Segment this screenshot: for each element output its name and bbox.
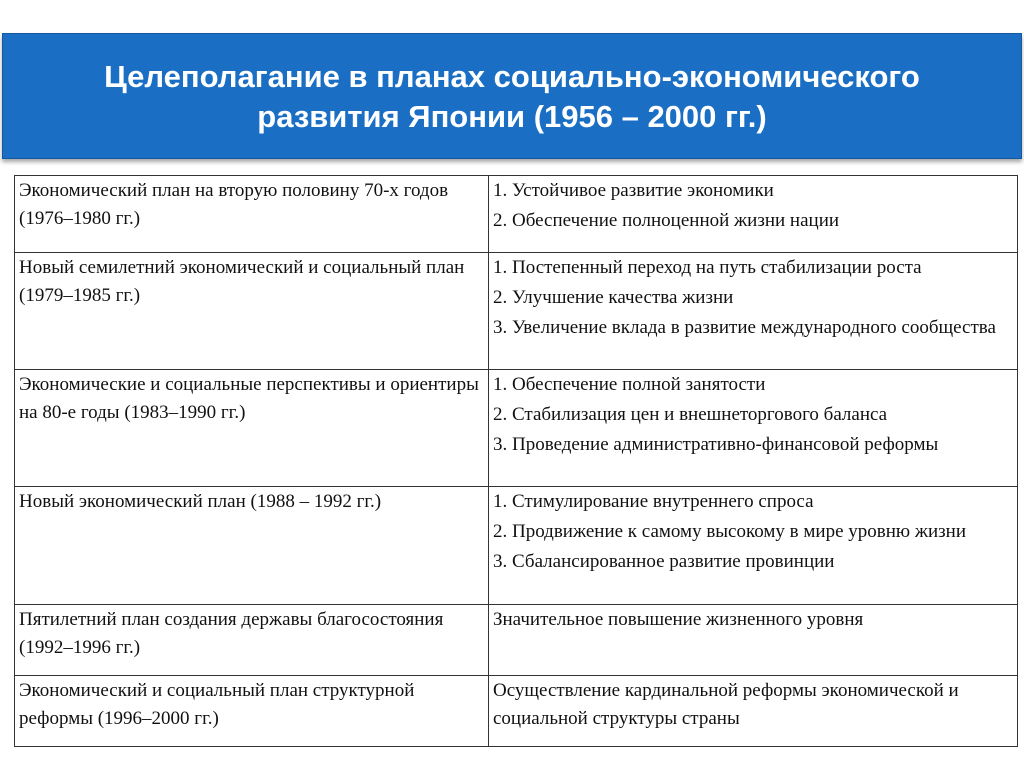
goal-item: 1. Устойчивое развитие экономики xyxy=(493,180,774,201)
plan-cell: Пятилетний план создания державы благосостояния (1992–1996 гг.) xyxy=(15,605,489,676)
goals-cell xyxy=(489,676,1018,747)
plan-cell: Экономический план на вторую половину 70-х годов (1976–1980 гг.) xyxy=(15,176,489,253)
goal-item: 2. Продвижение к самому высокому в мире уровню жизни xyxy=(493,521,966,542)
goal-item: Значительное повышение жизненного уровня xyxy=(493,609,864,630)
goal-item: 3. Сбалансированное развитие провинции xyxy=(493,551,835,572)
goals-cell xyxy=(489,253,1018,370)
table-row xyxy=(15,176,1018,253)
table-row xyxy=(15,253,1018,370)
table-row xyxy=(15,487,1018,605)
title-banner xyxy=(2,33,1022,159)
goals-cell xyxy=(489,487,1018,605)
goals-cell xyxy=(489,176,1018,253)
goal-item: 2. Стабилизация цен и внешнеторгового баланса xyxy=(493,404,888,425)
goals-cell xyxy=(489,370,1018,487)
plan-cell: Новый семилетний экономический и социальный план (1979–1985 гг.) xyxy=(15,253,489,370)
plans-table xyxy=(14,175,1018,747)
plan-cell: Экономический и социальный план структурной реформы (1996–2000 гг.) xyxy=(15,676,489,747)
goal-item: 1. Стимулирование внутреннего спроса xyxy=(493,491,814,512)
table-row xyxy=(15,370,1018,487)
table-row xyxy=(15,605,1018,676)
goal-item: 1. Постепенный переход на путь стабилизации роста xyxy=(493,257,922,278)
goal-item: Осуществление кардинальной реформы экономической и социальной структуры страны xyxy=(493,680,959,729)
goal-item: 1. Обеспечение полной занятости xyxy=(493,374,766,395)
table-row xyxy=(15,676,1018,747)
goal-item: 3. Увеличение вклада в развитие международного сообщества xyxy=(493,317,996,338)
plan-cell: Новый экономический план (1988 – 1992 гг.) xyxy=(15,487,489,605)
goals-cell xyxy=(489,605,1018,676)
plan-cell: Экономические и социальные перспективы и ориентиры на 80-е годы (1983–1990 гг.) xyxy=(15,370,489,487)
goal-item: 2. Улучшение качества жизни xyxy=(493,287,734,308)
page-title: Целеполагание в планах социально-экономического развития Японии (1956 – 2000 гг.) xyxy=(104,59,920,134)
goal-item: 3. Проведение административно-финансовой реформы xyxy=(493,434,939,455)
goal-item: 2. Обеспечение полноценной жизни нации xyxy=(493,210,840,231)
